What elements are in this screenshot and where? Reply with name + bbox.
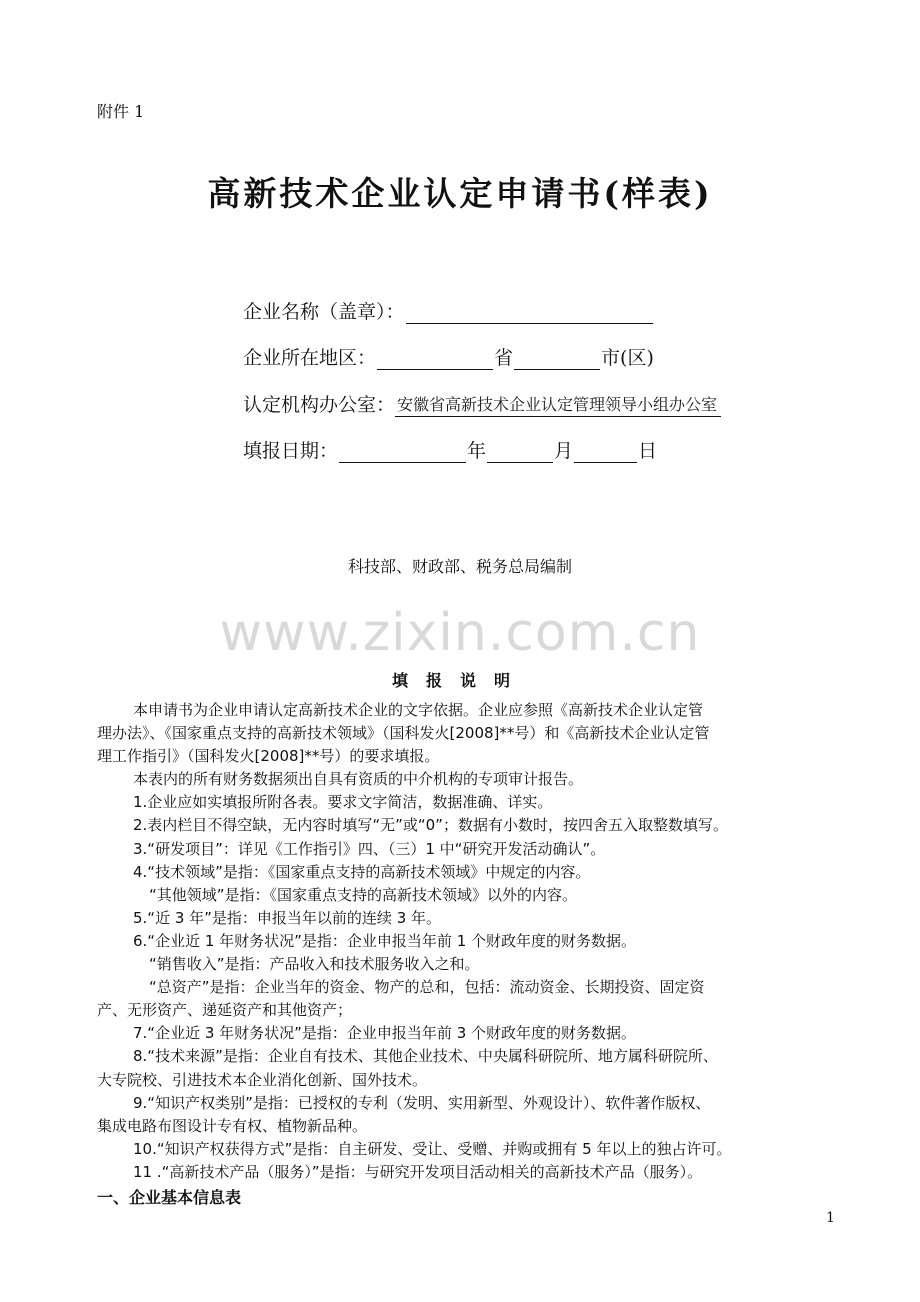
year-blank[interactable]	[339, 442, 466, 463]
city-suffix: 市(区)	[601, 347, 654, 369]
instruction-line: 本申请书为企业申请认定高新技术企业的文字依据。企业应参照《高新技术企业认定管	[133, 701, 704, 719]
page-number: 1	[826, 1210, 835, 1226]
instruction-line: 10.“知识产权获得方式”是指：自主研发、受让、受赠、并购或拥有 5 年以上的独占许可。	[133, 1139, 732, 1158]
instruction-line: 6.“企业近 1 年财务状况”是指：企业申报当年前 1 个财政年度的财务数据。	[133, 931, 637, 950]
year-suffix: 年	[467, 440, 487, 462]
office-value: 安徽省高新技术企业认定管理领导小组办公室	[395, 392, 721, 417]
date-field	[243, 436, 657, 463]
attachment-label: 附件 1	[97, 102, 145, 121]
instructions-body	[97, 699, 839, 1184]
office-label: 认定机构办公室：	[243, 394, 396, 416]
instruction-line: 5.“近 3 年”是指：申报当年以前的连续 3 年。	[133, 908, 442, 927]
instruction-line: 1.企业应如实填报所附各表。要求文字简洁，数据准确、详实。	[133, 793, 553, 812]
region-label: 企业所在地区：	[243, 347, 377, 369]
document-title: 高新技术企业认定申请书(样表)	[207, 174, 713, 213]
instruction-line: 理办法》、《国家重点支持的高新技术领域》（国科发火[2008]**号）和《高新技术企业认定管	[97, 724, 710, 743]
instruction-line: 9.“知识产权类别”是指：已授权的专利（发明、实用新型、外观设计）、软件著作版权、	[133, 1093, 711, 1112]
company-name-label: 企业名称（盖章）：	[243, 301, 405, 323]
instruction-line: 大专院校、引进技术本企业消化创新、国外技术。	[97, 1070, 428, 1089]
section-heading: 一、企业基本信息表	[97, 1188, 242, 1207]
instruction-line: 7.“企业近 3 年财务状况”是指：企业申报当年前 3 个财政年度的财务数据。	[133, 1024, 637, 1043]
province-blank[interactable]	[377, 349, 493, 370]
date-label: 填报日期：	[243, 440, 339, 462]
instruction-line: 产、无形资产、递延资产和其他资产；	[97, 1001, 353, 1020]
office-field	[243, 390, 721, 417]
instruction-line: 8.“技术来源”是指：企业自有技术、其他企业技术、中央属科研院所、地方属科研院所、	[133, 1047, 718, 1066]
instructions-title: 填报说明	[391, 671, 528, 690]
instruction-line: 3.“研发项目”：详见《工作指引》四、（三）1 中“研究开发活动确认”。	[133, 839, 606, 858]
month-suffix: 月	[554, 440, 574, 462]
instruction-line: “总资产”是指：企业当年的资金、物产的总和，包括：流动资金、长期投资、固定资	[149, 978, 705, 997]
instruction-line: 理工作指引》（国科发火[2008]**号）的要求填报。	[97, 747, 440, 766]
instruction-line: 2.表内栏目不得空缺，无内容时填写“无”或“0”；数据有小数时，按四舍五入取整数填写。	[133, 816, 728, 835]
instruction-line: 11 .“高新技术产品（服务）”是指：与研究开发项目活动相关的高新技术产品（服务）。	[133, 1162, 703, 1181]
instruction-line: “销售收入”是指：产品收入和技术服务收入之和。	[149, 955, 480, 974]
instruction-line: 4.“技术领域”是指：《国家重点支持的高新技术领域》中规定的内容。	[133, 862, 591, 881]
issuer-line: 科技部、财政部、税务总局编制	[347, 557, 572, 576]
region-field	[243, 343, 654, 370]
instruction-line: “其他领域”是指：《国家重点支持的高新技术领域》以外的内容。	[149, 885, 578, 904]
day-suffix: 日	[638, 440, 658, 462]
province-suffix: 省	[494, 347, 514, 369]
city-blank[interactable]	[514, 349, 600, 370]
instruction-line: 集成电路布图设计专有权、植物新品种。	[97, 1116, 368, 1135]
company-name-blank[interactable]	[406, 303, 653, 324]
day-blank[interactable]	[574, 442, 637, 463]
month-blank[interactable]	[487, 442, 553, 463]
instruction-line: 本表内的所有财务数据须出自具有资质的中介机构的专项审计报告。	[133, 770, 584, 789]
company-name-field	[243, 297, 654, 324]
watermark: www.zixin.com.cn	[219, 603, 701, 663]
